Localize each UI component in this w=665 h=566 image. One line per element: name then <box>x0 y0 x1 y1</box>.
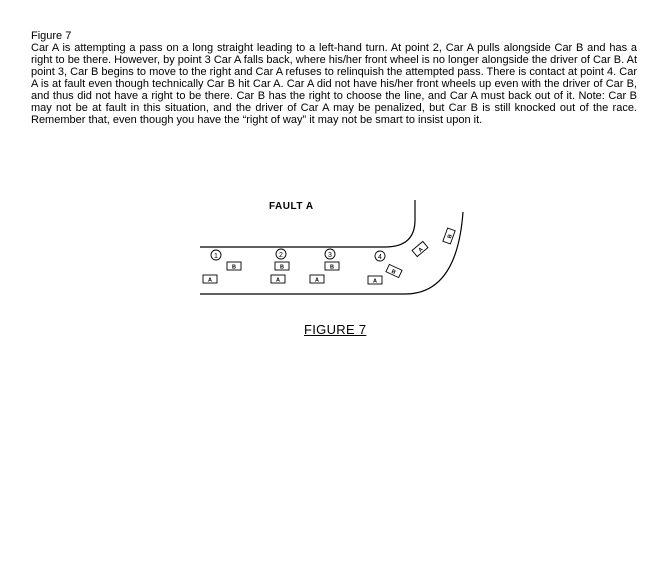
point-label-4: 4 <box>378 254 382 261</box>
point-marker-3 <box>325 249 335 259</box>
car-b-3 <box>325 262 339 271</box>
svg-text:A: A <box>276 277 280 284</box>
car-a-2 <box>271 275 285 284</box>
point-marker-1 <box>211 250 221 260</box>
document <box>31 30 637 126</box>
svg-text:A: A <box>417 246 425 254</box>
car-b-exit <box>443 228 456 244</box>
car-b-1 <box>227 262 241 271</box>
figure-description: Car A is attempting a pass on a long straight leading to a left-hand turn. At point 2, Car A pulls alongside Car B and has a right to be there. However, by point 3 Car A falls back, where his/her front wheel is no longer alongside the driver of Car B. At point 3, Car B begins to move to the right and Car A refuses to relinquish the attempted pass. There is contact at point 4. Car A is at fault even though technically Car B hit Car A. Car A did not have his/her front wheels up even with the driver of Car B, and thus did not have a right to be there. Car B has the right to choose the line, and Car A must back out of it. Note: Car B may not be at fault in this situation, and the driver of Car A may be penalized, but Car B is still knocked out of the race. Remember that, even though you have the “right of way” it may not be smart to insist upon it. <box>31 42 637 126</box>
track-diagram-svg <box>195 190 475 340</box>
car-a-4 <box>368 276 382 285</box>
car-b-4 <box>386 264 402 278</box>
fault-label: FAULT A <box>269 201 314 212</box>
figure-heading: Figure 7 <box>31 30 72 42</box>
svg-text:A: A <box>315 277 319 284</box>
svg-text:A: A <box>208 277 212 284</box>
point-marker-2 <box>276 249 286 259</box>
car-a-3 <box>310 275 324 284</box>
car-a-spun <box>412 241 428 257</box>
svg-text:B: B <box>390 268 397 276</box>
track-diagram <box>195 190 475 340</box>
svg-text:B: B <box>446 233 454 240</box>
figure-caption: FIGURE 7 <box>304 322 367 337</box>
svg-text:A: A <box>373 278 377 285</box>
point-label-2: 2 <box>279 252 283 259</box>
car-a-1 <box>203 275 217 284</box>
point-label-1: 1 <box>214 253 218 260</box>
point-marker-4 <box>375 251 385 261</box>
svg-text:B: B <box>330 264 334 271</box>
svg-text:B: B <box>280 264 284 271</box>
car-b-2 <box>275 262 289 271</box>
svg-text:B: B <box>232 264 236 271</box>
point-label-3: 3 <box>328 252 332 259</box>
